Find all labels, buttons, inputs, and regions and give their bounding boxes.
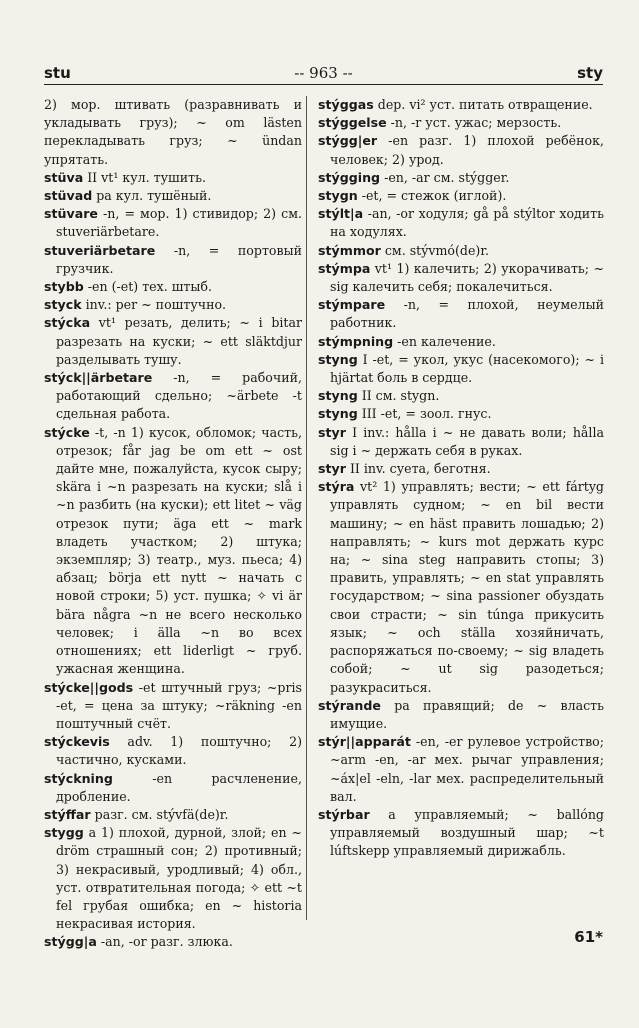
entry-headword: styng bbox=[318, 406, 358, 422]
entry-definition: -an, -or ходуля; gå på stýltor ходить на ходулях. bbox=[330, 206, 604, 240]
dictionary-entry bbox=[318, 806, 604, 861]
entry-headword: stuveriärbetare bbox=[44, 242, 156, 258]
entry-headword: stýgg|er bbox=[318, 133, 378, 149]
dictionary-entry bbox=[44, 933, 302, 951]
entry-definition: vt² 1) управлять; вести; ~ ett fártyg управлять судном; ~ en bil вести машину; ~ en häst править лошадью; 2) направлять; ~ kurs mot держать курс на; ~ sina steg направить стопы; 3) править, управлять; ~ en stat управлять государством; ~ sina passioner обуздать свои страсти; ~ sin túnga прикусить язык; ~ och ställa хозяйничать, распоряжаться по-своему; ~ sig владеть собой; ~ ut sig разодеться; разукраситься. bbox=[330, 479, 604, 695]
entry-headword: stýgg|a bbox=[44, 934, 97, 950]
entry-definition: adv. 1) поштучно; 2) частично, кусками. bbox=[56, 734, 302, 768]
dictionary-entry bbox=[44, 824, 302, 933]
dictionary-entry bbox=[44, 424, 302, 679]
entry-definition: -an, -or разг. злюка. bbox=[96, 934, 233, 950]
entry-headword: stýr||apparát bbox=[318, 734, 411, 750]
entry-headword: stýckevis bbox=[44, 734, 110, 750]
dictionary-entry bbox=[318, 260, 604, 296]
entry-headword: styr bbox=[318, 424, 346, 440]
dictionary-entry bbox=[44, 278, 302, 296]
entry-definition: a управляемый; ~ ballóng управляемый воздушный шар; ~t lúftskepp управляемый дирижабль. bbox=[330, 806, 604, 859]
dictionary-entry bbox=[318, 424, 604, 460]
entry-headword: stýmpning bbox=[318, 333, 394, 349]
entry-definition: I -et, = укол, укус (насекомого); ~ i hjärtat боль в сердце. bbox=[330, 351, 604, 386]
entry-definition: vt¹ 1) калечить; 2) укорачивать; ~ sig калечить себя; покалечиться. bbox=[330, 260, 604, 295]
entry-headword: stýrande bbox=[318, 697, 381, 713]
dictionary-entry bbox=[318, 242, 604, 260]
dictionary-entry bbox=[44, 733, 302, 769]
entry-headword: stýggas bbox=[318, 97, 374, 112]
entry-headword: stüva bbox=[44, 169, 84, 185]
entry-definition: разг. см. stývfä(de)r. bbox=[90, 806, 229, 822]
dictionary-entry bbox=[318, 351, 604, 387]
entry-definition: vt¹ резать, делить; ~ i bitar разрезать на куски; ~ ett släktdjur разделывать тушу. bbox=[56, 315, 302, 367]
header-right-guide-word: sty bbox=[577, 64, 603, 82]
entry-headword: stýmpare bbox=[318, 297, 386, 313]
column-divider bbox=[306, 96, 307, 920]
dictionary-entry bbox=[44, 96, 302, 169]
entry-definition: -n, = рабочий, работающий сдельно; ~ärbete -t сдельная работа. bbox=[56, 370, 302, 422]
header-left-guide-word: stu bbox=[44, 64, 71, 82]
entry-definition: -et штучный груз; ~pris -et, = цена за штуку; ~räkning -en поштучный счёт. bbox=[56, 679, 302, 731]
entry-definition: -en разг. 1) плохой ребёнок, человек; 2) урод. bbox=[330, 133, 604, 167]
entry-headword: stýgging bbox=[318, 169, 381, 185]
dictionary-entry bbox=[44, 369, 302, 424]
entry-headword: stýggelse bbox=[318, 115, 387, 131]
dictionary-entry bbox=[318, 733, 604, 806]
dictionary-entry bbox=[318, 132, 604, 168]
entry-definition: -en калечение. bbox=[393, 333, 496, 349]
entry-definition: -en (-et) тех. штыб. bbox=[83, 279, 213, 295]
dictionary-entry bbox=[318, 187, 604, 205]
entry-headword: styng bbox=[318, 351, 358, 367]
dictionary-entry bbox=[318, 169, 604, 187]
entry-definition: a 1) плохой, дурной, злой; en ~ dröm страшный сон; 2) противный; 3) некрасивый, уродливый; 4) обл., уст. отвратительная погода; ✧ ett ~t fel грубая ошибка; en ~ historia некрасивая история. bbox=[56, 825, 302, 932]
dictionary-entry bbox=[44, 169, 302, 187]
dictionary-entry bbox=[318, 333, 604, 351]
entry-headword: styck bbox=[44, 297, 82, 313]
entry-headword: stüvad bbox=[44, 188, 93, 204]
entry-headword: stýcke bbox=[44, 424, 90, 440]
footer-signature: 61* bbox=[574, 928, 603, 946]
entry-headword: stygg bbox=[44, 825, 84, 841]
entry-headword: stýlt|a bbox=[318, 206, 364, 222]
entry-definition: I inv.: hålla i ~ не давать воли; hålla sig i ~ держать себя в руках. bbox=[330, 424, 604, 458]
entry-definition: -t, -n 1) кусок, обломок; часть, отрезок; får jag be om ett ~ ost дайте мне, пожалуйста, кусок сыру; skära i ~n разрезать на куски; slå i ~n разбить (на куски); ett litet ~ väg отрезок пути; äga ett ~ mark владеть участком; 2) штука; экземпляр; 3) театр., муз. пьеса; 4) абзац; börja ett nytt ~ начать с новой строки; 5) уст. пушка; ✧ vi är bära några ~n не всего несколько человек; i älla ~n во всех отношениях; ett liderligt ~ груб. ужасная женщина. bbox=[56, 424, 302, 677]
dictionary-entry bbox=[44, 187, 302, 205]
entry-definition: -n, = мор. 1) стивидор; 2) см. stuveriärbetare. bbox=[56, 206, 302, 240]
entry-headword: styng bbox=[318, 388, 358, 404]
entry-headword: stýcka bbox=[44, 315, 91, 331]
entry-headword: stýmpa bbox=[318, 260, 371, 276]
entry-headword: stüvare bbox=[44, 206, 98, 222]
entry-headword: stýra bbox=[318, 479, 355, 495]
dictionary-entry bbox=[318, 478, 604, 696]
right-column bbox=[318, 96, 604, 861]
dictionary-entry bbox=[44, 296, 302, 314]
entry-definition: pa кул. тушёный. bbox=[92, 188, 212, 204]
dictionary-entry bbox=[44, 205, 302, 241]
entry-headword: stygn bbox=[318, 188, 358, 204]
entry-headword: stýffar bbox=[44, 806, 91, 822]
entry-headword: stybb bbox=[44, 279, 84, 295]
entry-definition: III -et, = зоол. гнус. bbox=[357, 406, 492, 422]
left-column bbox=[44, 96, 302, 952]
dictionary-entry bbox=[318, 96, 604, 114]
dictionary-entry bbox=[44, 242, 302, 278]
entry-definition: -en расчленение, дробление. bbox=[56, 770, 302, 804]
entry-definition: pa правящий; de ~ власть имущие. bbox=[330, 697, 604, 731]
entry-definition: II inv. суета, беготня. bbox=[345, 461, 491, 477]
entry-definition: inv.: per ~ поштучно. bbox=[81, 297, 227, 313]
dictionary-entry bbox=[318, 296, 604, 332]
entry-headword: stýrbar bbox=[318, 806, 370, 822]
entry-definition: -n, = портовый грузчик. bbox=[56, 242, 302, 276]
entry-definition: -en, -ar см. stýgger. bbox=[380, 169, 510, 185]
entry-definition: 2) мор. штивать (разравнивать и укладывать груз); ~ om lästen перекладывать груз; ~ ündan упрятать. bbox=[44, 97, 302, 167]
dictionary-entry bbox=[318, 405, 604, 423]
entry-headword: styr bbox=[318, 461, 346, 477]
dictionary-entry bbox=[44, 770, 302, 806]
dictionary-entry bbox=[318, 387, 604, 405]
entry-definition: II vt¹ кул. тушить. bbox=[83, 169, 206, 185]
entry-definition: см. stývmó(de)r. bbox=[380, 242, 489, 258]
running-header bbox=[44, 62, 603, 85]
dictionary-entry bbox=[44, 314, 302, 369]
entry-headword: stýcke||gods bbox=[44, 679, 134, 695]
entry-definition: II см. stygn. bbox=[357, 388, 440, 404]
entry-definition: dep. vi² уст. питать отвращение. bbox=[373, 97, 593, 112]
entry-headword: stýmmor bbox=[318, 242, 381, 258]
dictionary-entry bbox=[318, 697, 604, 733]
dictionary-entry bbox=[318, 460, 604, 478]
dictionary-entry bbox=[44, 806, 302, 824]
entry-definition: -n, = плохой, неумелый работник. bbox=[330, 297, 604, 331]
dictionary-entry bbox=[44, 679, 302, 734]
entry-headword: stýckning bbox=[44, 770, 113, 786]
entry-definition: -en, -er рулевое устройство; ~arm -en, -ar мех. рычаг управления; ~áx|el -eln, -lar мех. распределительный вал. bbox=[330, 734, 604, 804]
dictionary-entry bbox=[318, 114, 604, 132]
entry-definition: -et, = стежок (иглой). bbox=[357, 188, 507, 204]
entry-definition: -n, -r уст. ужас; мерзость. bbox=[386, 115, 562, 131]
dictionary-entry bbox=[318, 205, 604, 241]
entry-headword: stýck||ärbetare bbox=[44, 370, 153, 386]
header-page-number: -- 963 -- bbox=[294, 64, 353, 82]
